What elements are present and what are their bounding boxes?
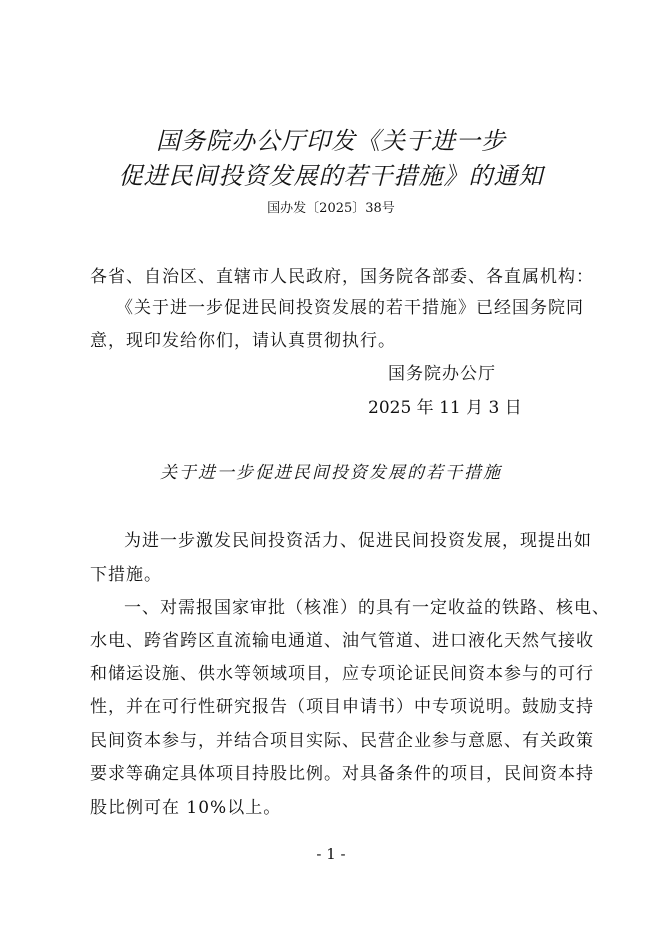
issuer: 国务院办公厅 <box>388 364 496 384</box>
document-number: 国办发〔2025〕38号 <box>267 201 395 216</box>
notice-body-line-2: 意，现印发给你们，请认真贯彻执行。 <box>90 331 396 351</box>
page-number: - 1 - <box>316 845 346 863</box>
item1-line-3: 和储运设施、供水等领域项目，应专项论证民间资本参与的可行 <box>90 664 594 684</box>
notice-body-line-1: 《关于进一步促进民间投资发展的若干措施》已经国务院同 <box>116 298 584 318</box>
item1-line-1: 一、对需报国家审批（核准）的具有一定收益的铁路、核电、 <box>124 598 610 618</box>
issue-date: 2025 年 11 月 3 日 <box>368 398 522 418</box>
addressee: 各省、自治区、直辖市人民政府，国务院各部委、各直属机构： <box>90 267 594 287</box>
item1-line-2: 水电、跨省跨区直流输电通道、油气管道、进口液化天然气接收 <box>90 631 594 651</box>
item1-line-4: 性，并在可行性研究报告（项目申请书）中专项说明。鼓励支持 <box>90 697 594 717</box>
document-title-line-1: 国务院办公厅印发《关于进一步 <box>156 127 506 155</box>
intro-line-2: 下措施。 <box>90 565 162 585</box>
item1-line-7: 股比例可在 10%以上。 <box>90 798 282 818</box>
measures-title: 关于进一步促进民间投资发展的若干措施 <box>160 463 502 483</box>
document-title-line-2: 促进民间投资发展的若干措施》的通知 <box>118 162 544 190</box>
item1-line-5: 民间资本参与，并结合项目实际、民营企业参与意愿、有关政策 <box>90 731 594 751</box>
intro-line-1: 为进一步激发民间投资活力、促进民间投资发展，现提出如 <box>124 531 592 551</box>
item1-line-6: 要求等确定具体项目持股比例。对具备条件的项目，民间资本持 <box>90 764 594 784</box>
